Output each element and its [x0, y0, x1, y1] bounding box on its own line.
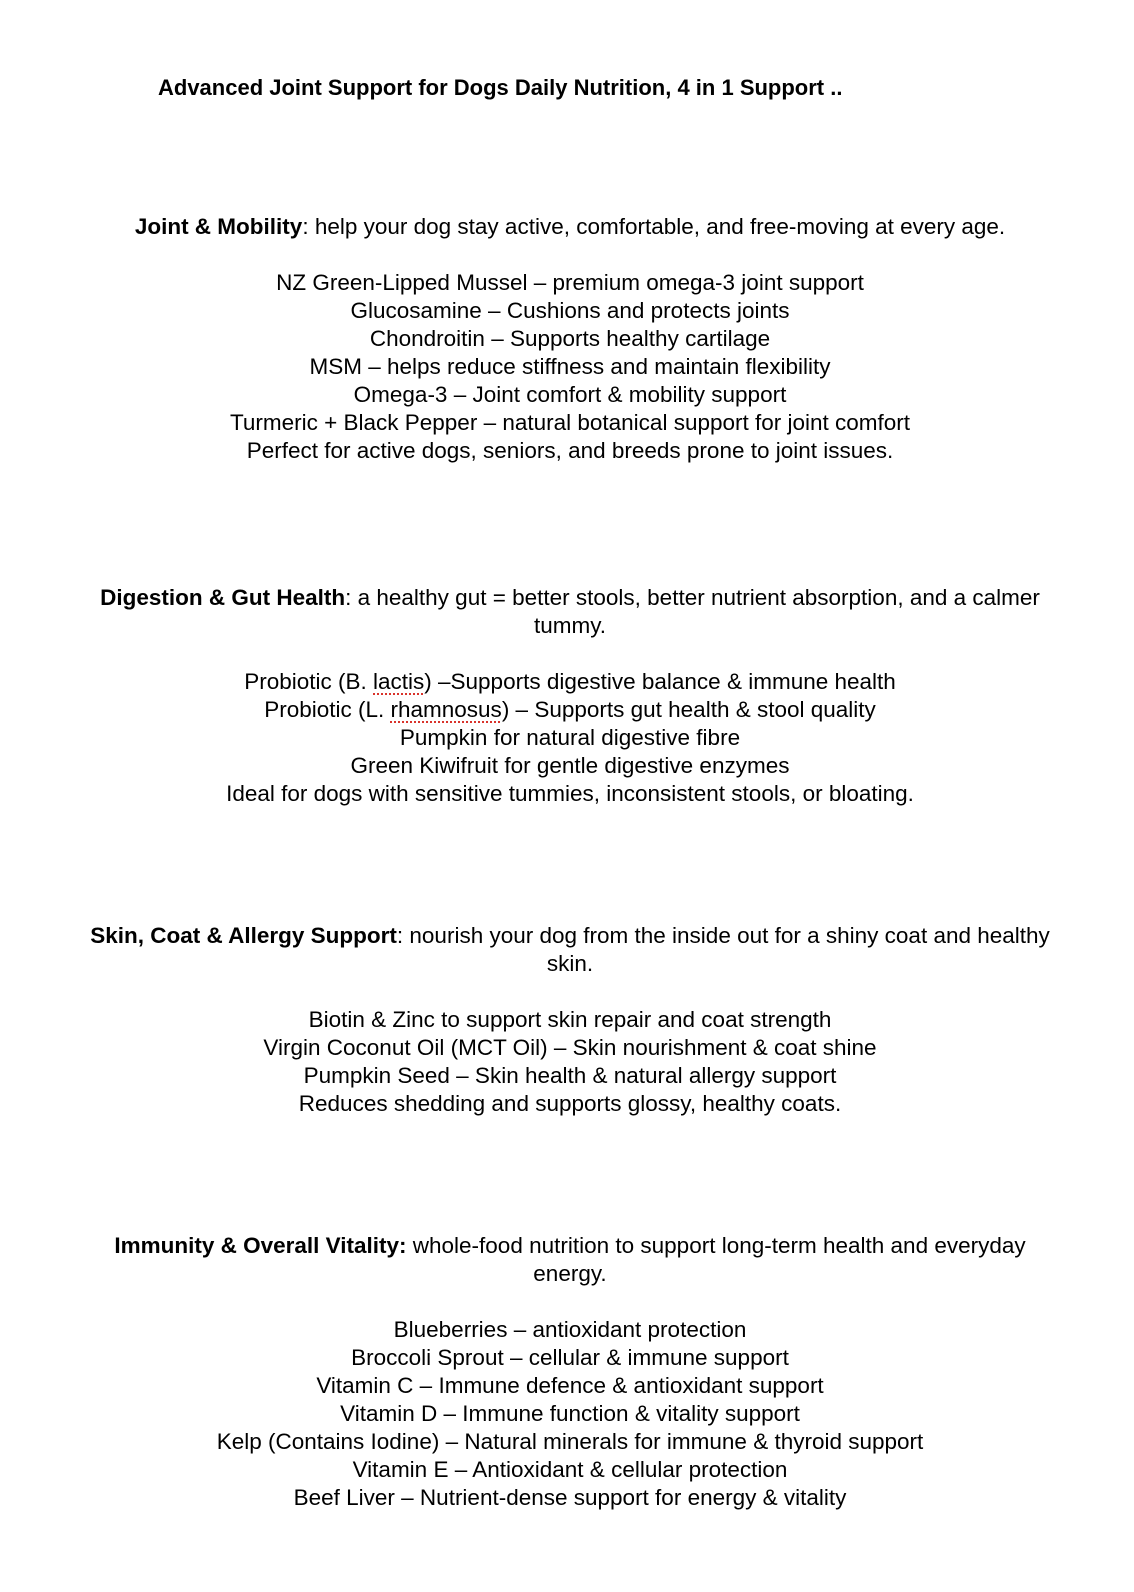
list-item: [80, 696, 1060, 724]
section-intro-text: : nourish your dog from the inside out for a shiny coat and healthy skin.: [396, 923, 1050, 976]
list-item: Biotin & Zinc to support skin repair and coat strength: [308, 1007, 832, 1032]
list-item: Chondroitin – Supports healthy cartilage: [369, 326, 771, 351]
list-item: Blueberries – antioxidant protection: [393, 1317, 747, 1342]
section-heading: Joint & Mobility: [134, 214, 303, 239]
ingredient-list: [80, 1006, 1060, 1118]
list-item: Green Kiwifruit for gentle digestive enzymes: [350, 753, 790, 778]
list-item: Kelp (Contains Iodine) – Natural minerals for immune & thyroid support: [216, 1429, 924, 1454]
section-intro: [80, 213, 1060, 241]
section-heading: Skin, Coat & Allergy Support: [90, 923, 397, 948]
section-intro-text: whole-food nutrition to support long-term health and everyday energy.: [406, 1233, 1026, 1286]
spellcheck-word[interactable]: rhamnosus: [390, 697, 502, 722]
section-digestion-gut-health: [80, 584, 1060, 808]
list-item-text: Probiotic (L.: [264, 697, 391, 722]
section-joint-mobility: [80, 213, 1060, 465]
list-item: MSM – helps reduce stiffness and maintain flexibility: [309, 354, 831, 379]
list-item: Glucosamine – Cushions and protects joints: [350, 298, 790, 323]
list-item: Virgin Coconut Oil (MCT Oil) – Skin nourishment & coat shine: [263, 1035, 877, 1060]
list-item: Vitamin E – Antioxidant & cellular protection: [352, 1457, 788, 1482]
list-item: Reduces shedding and supports glossy, healthy coats.: [298, 1091, 842, 1116]
list-item-text: ) –Supports digestive balance & immune health: [424, 669, 896, 694]
section-immunity-vitality: [80, 1232, 1060, 1512]
list-item-text: ) – Supports gut health & stool quality: [501, 697, 876, 722]
section-intro-text: : help your dog stay active, comfortable, and free-moving at every age.: [302, 214, 1006, 239]
list-item: Pumpkin for natural digestive fibre: [399, 725, 741, 750]
list-item-text: Probiotic (B.: [244, 669, 373, 694]
list-item: Vitamin C – Immune defence & antioxidant support: [316, 1373, 824, 1398]
list-item: Perfect for active dogs, seniors, and breeds prone to joint issues.: [246, 438, 894, 463]
ingredient-list: [80, 269, 1060, 465]
section-intro-text: : a healthy gut = better stools, better nutrient absorption, and a calmer tummy.: [345, 585, 1040, 638]
list-item: Omega-3 – Joint comfort & mobility support: [353, 382, 787, 407]
list-item: Turmeric + Black Pepper – natural botanical support for joint comfort: [229, 410, 911, 435]
section-heading: Digestion & Gut Health: [100, 585, 346, 610]
ingredient-list: [80, 668, 1060, 808]
section-skin-coat-allergy: [80, 922, 1060, 1118]
list-item: NZ Green-Lipped Mussel – premium omega-3 joint support: [276, 270, 864, 295]
list-item: Broccoli Sprout – cellular & immune support: [351, 1345, 789, 1370]
list-item: Beef Liver – Nutrient-dense support for energy & vitality: [293, 1485, 847, 1510]
section-intro: [80, 922, 1060, 978]
list-item: Vitamin D – Immune function & vitality support: [340, 1401, 800, 1426]
list-item: [80, 668, 1060, 696]
section-heading: Immunity & Overall Vitality:: [114, 1233, 407, 1258]
section-intro: [80, 1232, 1060, 1288]
list-item: Ideal for dogs with sensitive tummies, inconsistent stools, or bloating.: [226, 781, 914, 806]
section-intro: [80, 584, 1060, 640]
document-title: Advanced Joint Support for Dogs Daily Nutrition, 4 in 1 Support ..: [158, 75, 843, 100]
list-item: Pumpkin Seed – Skin health & natural allergy support: [303, 1063, 837, 1088]
ingredient-list: [80, 1316, 1060, 1512]
spellcheck-word[interactable]: lactis: [373, 669, 425, 694]
